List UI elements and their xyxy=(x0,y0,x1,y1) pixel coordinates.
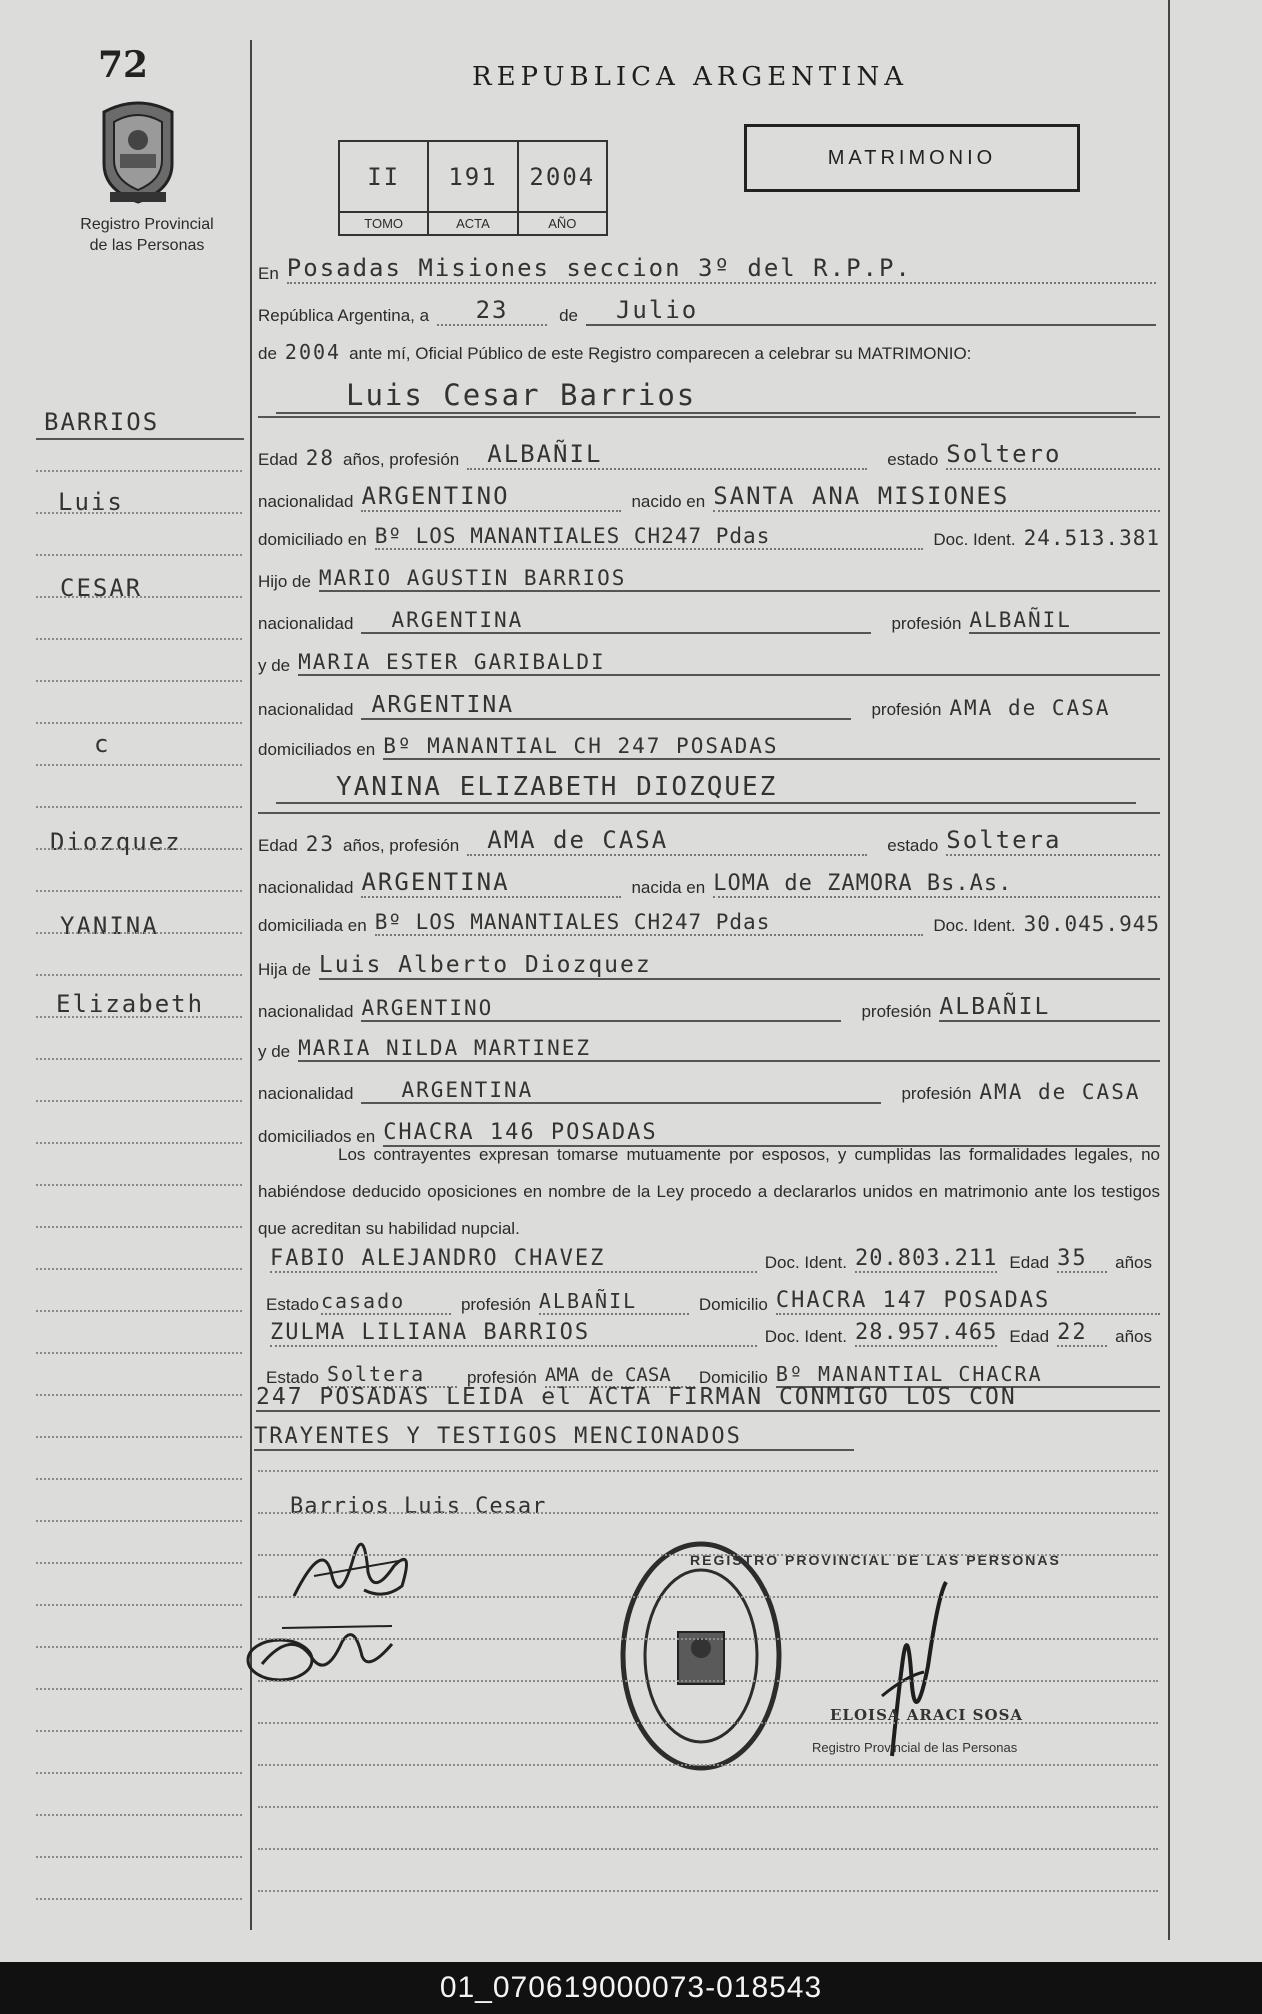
groom-mother-nationality: ARGENTINA xyxy=(361,692,851,720)
side-rule-line xyxy=(36,1226,242,1228)
hijo-de-label: Hijo de xyxy=(258,572,311,591)
place-value: Posadas Misiones seccion 3º del R.P.P. xyxy=(287,254,1156,284)
declaration-paragraph: Los contrayentes expresan tomarse mutuamente por esposos, y cumplidas las formalidades legales, no habiéndose deducido oposiciones en nombre de la Ley procedo a declararlos unidos en matrimonio ante los testigos que acreditan su habilidad nupcial. xyxy=(258,1145,1160,1238)
witness2-line xyxy=(270,1320,1160,1347)
profesion-label-6: profesión xyxy=(466,1368,537,1387)
main-rule-line xyxy=(258,1680,1158,1682)
y-de-label-2: y de xyxy=(258,1042,291,1061)
bride-mother-line xyxy=(258,1036,1160,1062)
ano-label: AÑO xyxy=(519,211,606,234)
groom-nationality-line xyxy=(258,482,1160,512)
doc-ident-label-2: Doc. Ident. xyxy=(933,916,1016,935)
closing-line-2: TRAYENTES Y TESTIGOS MENCIONADOS xyxy=(254,1424,854,1451)
witness1-line xyxy=(270,1246,1160,1273)
nacionalidad-label-3: nacionalidad xyxy=(258,700,354,719)
anos-profesion-label-2: años, profesión xyxy=(343,836,460,855)
domiciliada-en-label: domiciliada en xyxy=(258,916,367,935)
groom-father-line xyxy=(258,566,1160,592)
witness1-doc-id: 20.803.211 xyxy=(854,1246,998,1271)
year-line xyxy=(258,340,1156,364)
witness1-address: CHACRA 147 POSADAS xyxy=(776,1288,1160,1315)
bride-parents-address: CHACRA 146 POSADAS xyxy=(383,1120,1160,1147)
bride-mother-nationality-line xyxy=(258,1078,1160,1104)
acta-cell xyxy=(429,142,518,234)
side-index-given-3: YANINA xyxy=(60,912,159,940)
groom-profession: ALBAÑIL xyxy=(467,440,867,470)
side-rule-line xyxy=(36,1646,242,1648)
page-number: 72 xyxy=(98,44,149,86)
anos-label: años xyxy=(1115,1253,1152,1272)
country-title: REPUBLICA ARGENTINA xyxy=(472,62,909,92)
side-index-surname-1: BARRIOS xyxy=(44,408,160,436)
profesion-label-5: profesión xyxy=(460,1295,531,1314)
domicilio-label-2: Domicilio xyxy=(698,1368,768,1387)
official-title: Registro Provincial de las Personas xyxy=(812,1740,1018,1755)
official-signature xyxy=(872,1576,972,1766)
domicilio-label: Domicilio xyxy=(698,1295,768,1314)
acta-value: 191 xyxy=(448,162,498,191)
republica-label: República Argentina, a xyxy=(258,306,430,325)
side-index-conjunction: c xyxy=(94,730,111,758)
witness1-profession: ALBAÑIL xyxy=(539,1289,689,1315)
groom-nationality: ARGENTINO xyxy=(361,482,621,512)
edad-label: Edad xyxy=(258,450,298,469)
day-value: 23 xyxy=(437,296,547,326)
groom-civil-status: Soltero xyxy=(946,440,1160,470)
bride-father: Luis Alberto Diozquez xyxy=(319,952,1160,980)
main-rule-line xyxy=(258,1512,1158,1514)
profesion-label: profesión xyxy=(891,614,962,633)
estado-label: estado xyxy=(887,450,939,469)
main-rule-line xyxy=(258,1554,1158,1556)
profesion-label-2: profesión xyxy=(871,700,942,719)
nacionalidad-label-2: nacionalidad xyxy=(258,614,354,633)
side-rule-line xyxy=(36,890,242,892)
bride-mother-profession: AMA de CASA xyxy=(979,1080,1141,1104)
side-rule-line xyxy=(36,512,242,514)
side-rule-line xyxy=(36,1436,242,1438)
side-rule-line xyxy=(36,554,242,556)
bride-father-line xyxy=(258,952,1160,980)
official-stamp xyxy=(616,1536,786,1776)
side-rule-line xyxy=(36,1268,242,1270)
edad-label-2: Edad xyxy=(258,836,298,855)
registry-reference-box xyxy=(338,140,608,236)
side-rule-line xyxy=(36,1352,242,1354)
witness2-name: ZULMA LILIANA BARRIOS xyxy=(270,1320,757,1347)
main-rule-line xyxy=(258,1764,1158,1766)
closing-line-1: 247 POSADAS LEIDA el ACTA FIRMAN CONMIGO LOS CON xyxy=(256,1384,1160,1412)
main-rule-line xyxy=(258,1596,1158,1598)
registry-name-line1: Registro Provincial xyxy=(80,216,214,233)
side-rule-line xyxy=(36,1184,242,1186)
groom-age-line xyxy=(258,440,1160,470)
registry-name xyxy=(52,214,242,256)
nacionalidad-label-6: nacionalidad xyxy=(258,1084,354,1103)
groom-father-nationality-line xyxy=(258,608,1160,634)
side-rule-line xyxy=(36,680,242,682)
side-rule-line xyxy=(36,974,242,976)
bride-doc-id: 30.045.945 xyxy=(1023,912,1160,936)
nacido-en-label: nacido en xyxy=(631,492,706,511)
witness2-address-start: Bº MANANTIAL CHACRA xyxy=(776,1362,1160,1388)
nacionalidad-label: nacionalidad xyxy=(258,492,354,511)
groom-father-profession: ALBAÑIL xyxy=(969,608,1160,634)
y-de-label: y de xyxy=(258,656,291,675)
main-rule-line xyxy=(258,1890,1158,1892)
bride-signature xyxy=(242,1618,402,1688)
groom-parents-address-line xyxy=(258,734,1160,760)
bride-address: Bº LOS MANANTIALES CH247 Pdas xyxy=(375,910,924,936)
main-rule-line xyxy=(258,1470,1158,1472)
witness2-age: 22 xyxy=(1057,1320,1107,1347)
side-rule-line xyxy=(36,806,242,808)
estado-label-2: estado xyxy=(887,836,939,855)
witness2-profession: AMA de CASA xyxy=(545,1364,695,1388)
side-rule-line xyxy=(36,722,242,724)
acta-label: ACTA xyxy=(429,211,516,234)
groom-mother-line xyxy=(258,650,1160,676)
ano-cell xyxy=(519,142,606,234)
anos-label-2: años xyxy=(1115,1327,1152,1346)
witness1-name: FABIO ALEJANDRO CHAVEZ xyxy=(270,1246,757,1273)
bride-nationality-line xyxy=(258,868,1160,898)
document-type: MATRIMONIO xyxy=(827,146,997,169)
groom-name: Luis Cesar Barrios xyxy=(276,378,1136,414)
side-rule-line xyxy=(36,932,242,934)
side-index-given-4: Elizabeth xyxy=(56,990,205,1018)
stamp-text: REGISTRO PROVINCIAL DE LAS PERSONAS xyxy=(690,1552,1061,1568)
side-rule-line xyxy=(36,1772,242,1774)
edad-label-4: Edad xyxy=(1009,1327,1050,1346)
de-label-2: de xyxy=(258,344,277,363)
ante-mi-text: ante mí, Oficial Público de este Registro comparecen a celebrar su MATRIMONIO: xyxy=(349,344,972,363)
groom-mother-profession: AMA de CASA xyxy=(949,696,1111,720)
side-rule-line xyxy=(36,1562,242,1564)
nacionalidad-label-5: nacionalidad xyxy=(258,1002,354,1021)
groom-address-line xyxy=(258,524,1160,550)
side-rule-line xyxy=(36,596,242,598)
bride-father-profession: ALBAÑIL xyxy=(939,994,1160,1022)
nacionalidad-label-4: nacionalidad xyxy=(258,878,354,897)
side-index-given-1: Luis xyxy=(58,488,124,516)
side-rule-line xyxy=(36,1310,242,1312)
side-rule-line xyxy=(36,1058,242,1060)
side-rule-line xyxy=(36,1142,242,1144)
bride-name-line xyxy=(276,772,1136,804)
bride-address-line xyxy=(258,910,1160,936)
bride-age: 23 xyxy=(305,832,335,856)
registry-seal-logo xyxy=(92,98,184,206)
profesion-label-4: profesión xyxy=(901,1084,972,1103)
groom-address: Bº LOS MANANTIALES CH247 Pdas xyxy=(375,524,924,550)
groom-name-line xyxy=(276,378,1136,414)
doc-ident-label: Doc. Ident. xyxy=(933,530,1016,549)
tomo-label: TOMO xyxy=(340,211,427,234)
groom-mother-nationality-line xyxy=(258,692,1160,720)
groom-signature-text: Barrios Luis Cesar xyxy=(290,1494,547,1519)
profesion-label-3: profesión xyxy=(861,1002,932,1021)
bride-profession: AMA de CASA xyxy=(467,826,867,856)
ano-value: 2004 xyxy=(529,162,596,191)
side-rule-line xyxy=(36,1394,242,1396)
side-rule-line xyxy=(36,764,242,766)
groom-father: MARIO AGUSTIN BARRIOS xyxy=(319,566,1160,592)
main-rule-line xyxy=(258,1848,1158,1850)
estado-cap-label: Estado xyxy=(266,1295,319,1314)
doc-ident-label-4: Doc. Ident. xyxy=(764,1327,847,1346)
groom-signature xyxy=(284,1526,424,1606)
witness1-age: 35 xyxy=(1057,1246,1107,1273)
tomo-cell xyxy=(340,142,429,234)
bride-name: YANINA ELIZABETH DIOZQUEZ xyxy=(276,772,1136,804)
month-value: Julio xyxy=(586,296,1156,326)
bride-mother-nationality: ARGENTINA xyxy=(361,1078,881,1104)
nacida-en-label: nacida en xyxy=(631,878,706,897)
side-rule-line xyxy=(36,1520,242,1522)
tomo-value: II xyxy=(367,162,401,191)
bride-mother: MARIA NILDA MARTINEZ xyxy=(298,1036,1160,1062)
bride-civil-status: Soltera xyxy=(946,826,1160,856)
witness1-civil-status: casado xyxy=(321,1289,451,1315)
bride-age-line xyxy=(258,826,1160,856)
de-label: de xyxy=(559,306,578,325)
side-index-surname-2: Diozquez xyxy=(50,828,182,856)
side-rule-line xyxy=(36,1688,242,1690)
main-rule-line xyxy=(258,1638,1158,1640)
bride-father-nationality-line xyxy=(258,994,1160,1022)
side-rule-line xyxy=(36,848,242,850)
estado-cap-label-2: Estado xyxy=(266,1368,319,1387)
domiciliados-en-label: domiciliados en xyxy=(258,740,376,759)
groom-mother: MARIA ESTER GARIBALDI xyxy=(298,650,1160,676)
document-type-box xyxy=(744,124,1080,192)
side-rule-line xyxy=(36,470,242,472)
side-rule-line xyxy=(36,638,242,640)
main-rule-line xyxy=(258,1806,1158,1808)
domiciliados-en-label-2: domiciliados en xyxy=(258,1127,376,1146)
en-label: En xyxy=(258,264,279,283)
side-rule-line xyxy=(36,1856,242,1858)
main-rule-line xyxy=(258,1722,1158,1724)
side-rule-line xyxy=(36,1730,242,1732)
doc-ident-label-3: Doc. Ident. xyxy=(764,1253,847,1272)
witness1-status-line xyxy=(266,1288,1160,1315)
edad-label-3: Edad xyxy=(1009,1253,1050,1272)
bride-birthplace: LOMA de ZAMORA Bs.As. xyxy=(713,871,1160,898)
year-value: 2004 xyxy=(284,340,342,364)
official-name: ELOISA ARACI SOSA xyxy=(830,1706,1024,1724)
groom-birthplace: SANTA ANA MISIONES xyxy=(713,482,1160,512)
hija-de-label: Hija de xyxy=(258,960,311,979)
witness2-doc-id: 28.957.465 xyxy=(854,1320,998,1345)
groom-parents-address: Bº MANANTIAL CH 247 POSADAS xyxy=(383,734,1160,760)
side-rule-line xyxy=(36,1016,242,1018)
bride-nationality: ARGENTINA xyxy=(361,868,621,898)
groom-age: 28 xyxy=(305,446,335,470)
side-rule-line xyxy=(36,1814,242,1816)
bride-father-nationality: ARGENTINO xyxy=(361,996,841,1022)
side-index-given-2: CESAR xyxy=(60,574,143,602)
side-rule-line xyxy=(36,1604,242,1606)
groom-father-nationality: ARGENTINA xyxy=(361,608,871,634)
right-border xyxy=(1168,0,1170,1940)
witness2-civil-status: Soltera xyxy=(327,1362,457,1388)
side-rule-line xyxy=(36,1100,242,1102)
date-line xyxy=(258,296,1156,326)
place-line xyxy=(258,254,1156,284)
anos-profesion-label: años, profesión xyxy=(343,450,460,469)
registry-name-line2: de las Personas xyxy=(89,237,205,254)
side-rule-line xyxy=(36,1898,242,1900)
side-rule-line xyxy=(36,1478,242,1480)
groom-doc-id: 24.513.381 xyxy=(1023,526,1160,550)
domiciliado-en-label: domiciliado en xyxy=(258,530,367,549)
scan-identifier: 01_070619000073-018543 xyxy=(0,1962,1262,2014)
